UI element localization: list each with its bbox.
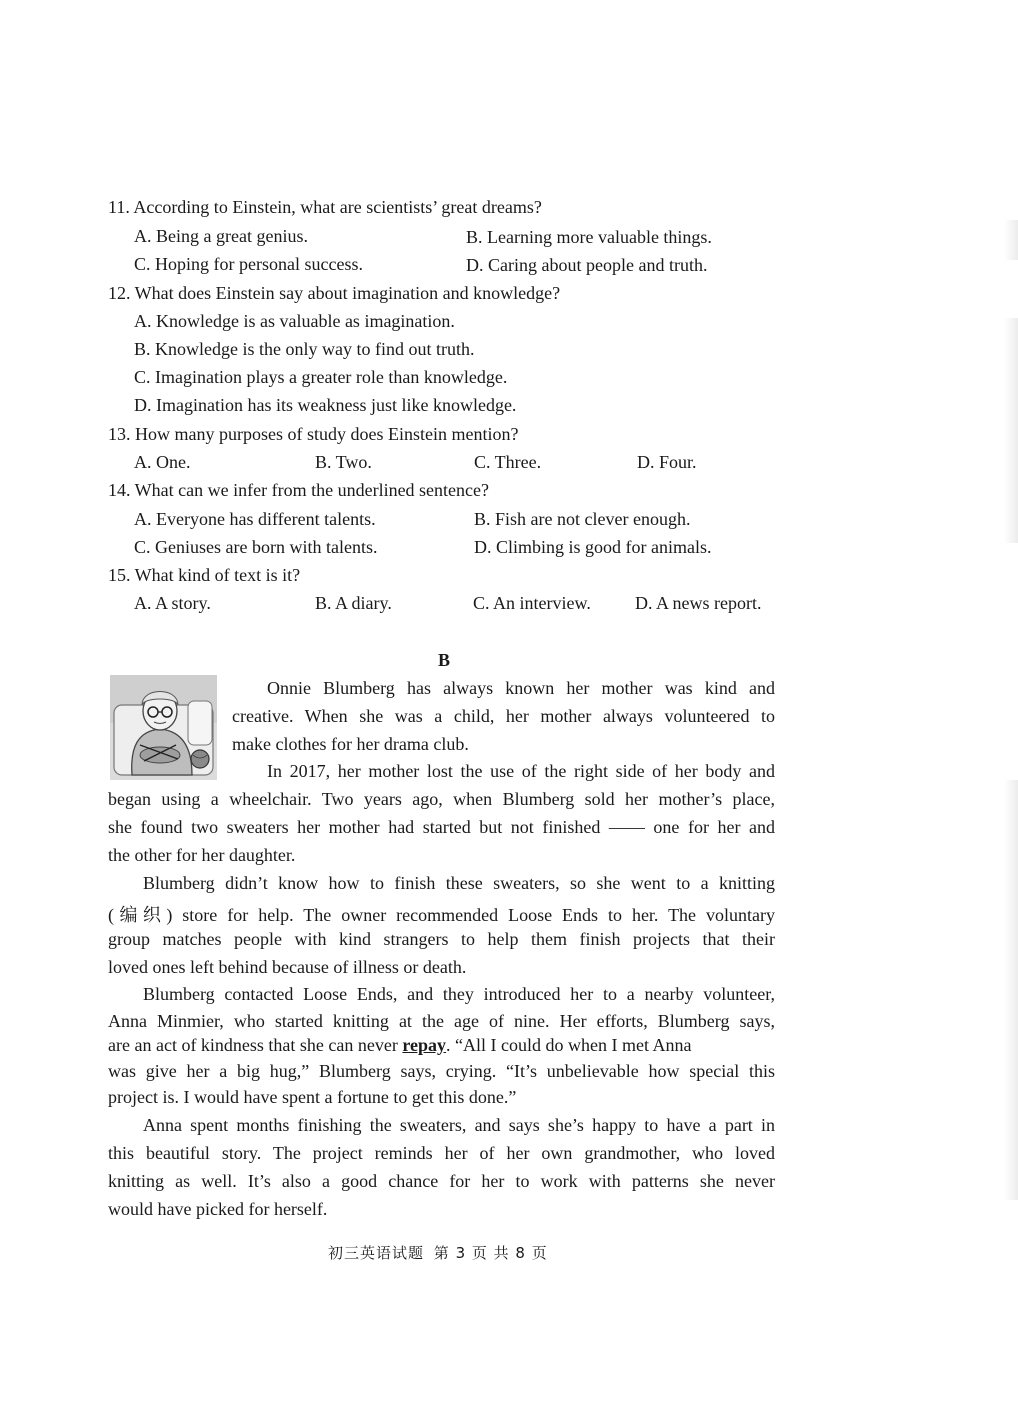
passage-line: In 2017, her mother lost the use of the right side of her body and xyxy=(267,761,775,781)
question-14-option-d: D. Climbing is good for animals. xyxy=(474,537,712,557)
question-13-option-c: C. Three. xyxy=(474,452,542,472)
underlined-word-repay: repay xyxy=(402,1035,447,1055)
passage-line: project is. I would have spent a fortune to get this done.” xyxy=(108,1087,517,1107)
passage-line: the other for her daughter. xyxy=(108,845,296,865)
question-12-option-d: D. Imagination has its weakness just like knowledge. xyxy=(134,395,517,415)
section-b-title: B xyxy=(437,650,450,670)
passage-line-with-keyword xyxy=(108,1035,692,1056)
passage-line: this beautiful story. The project reminds her of her own grandmother, who loved xyxy=(108,1143,775,1163)
question-12-option-c: C. Imagination plays a greater role than knowledge. xyxy=(134,367,508,387)
passage-line: Anna spent months finishing the sweaters, and says she’s happy to have a part in xyxy=(143,1115,775,1135)
question-11-option-c: C. Hoping for personal success. xyxy=(134,254,363,274)
passage-line: group matches people with kind strangers to help them finish projects that their xyxy=(108,929,775,949)
question-14-option-c: C. Geniuses are born with talents. xyxy=(134,537,378,557)
passage-line: she found two sweaters her mother had started but not finished —— one for her and xyxy=(108,817,775,837)
question-11-option-d: D. Caring about people and truth. xyxy=(466,255,708,275)
question-11-option-a: A. Being a great genius. xyxy=(134,226,308,246)
footer-page-number: 第 3 页 共 8 页 xyxy=(433,1244,548,1262)
passage-line: would have picked for herself. xyxy=(108,1199,328,1219)
page-footer xyxy=(328,1242,552,1263)
passage-line: Anna Minmier, who started knitting at the age of nine. Her efforts, Blumberg says, xyxy=(108,1011,775,1031)
question-15-option-d: D. A news report. xyxy=(635,593,762,613)
question-15-stem: 15. What kind of text is it? xyxy=(108,565,301,585)
passage-text: are an act of kindness that she can never xyxy=(108,1035,403,1055)
question-12-stem: 12. What does Einstein say about imagination and knowledge? xyxy=(108,283,561,303)
passage-text: . “All I could do when I met Anna xyxy=(446,1035,692,1055)
question-14-option-b: B. Fish are not clever enough. xyxy=(474,509,691,529)
question-14-stem: 14. What can we infer from the underlined sentence? xyxy=(108,480,490,500)
question-12-option-b: B. Knowledge is the only way to find out truth. xyxy=(134,339,475,359)
passage-line: began using a wheelchair. Two years ago, when Blumberg sold her mother’s place, xyxy=(108,789,775,809)
scan-edge-shadow xyxy=(1004,220,1018,260)
passage-line: loved ones left behind because of illness or death. xyxy=(108,957,467,977)
grandmother-knitting-illustration xyxy=(110,675,217,780)
question-15-option-b: B. A diary. xyxy=(315,593,392,613)
scan-edge-shadow xyxy=(1004,780,1018,1200)
question-15-option-a: A. A story. xyxy=(134,593,211,613)
question-13-stem: 13. How many purposes of study does Einstein mention? xyxy=(108,424,519,444)
question-11-option-b: B. Learning more valuable things. xyxy=(466,227,712,247)
passage-line: make clothes for her drama club. xyxy=(232,734,469,754)
passage-line: creative. When she was a child, her mother always volunteered to xyxy=(232,706,775,726)
question-12-option-a: A. Knowledge is as valuable as imagination. xyxy=(134,311,455,331)
footer-subject: 初三英语试题 xyxy=(328,1244,425,1262)
passage-line: Blumberg contacted Loose Ends, and they introduced her to a nearby volunteer, xyxy=(143,984,775,1004)
question-13-option-d: D. Four. xyxy=(637,452,697,472)
question-15-option-c: C. An interview. xyxy=(473,593,591,613)
passage-line: (编织) store for help. The owner recommended Loose Ends to her. The voluntary xyxy=(108,905,775,925)
passage-line: Blumberg didn’t know how to finish these sweaters, so she went to a knitting xyxy=(143,873,775,893)
passage-line: was give her a big hug,” Blumberg says, crying. “It’s unbelievable how special this xyxy=(108,1061,775,1081)
question-13-option-b: B. Two. xyxy=(315,452,372,472)
question-11-stem: 11. According to Einstein, what are scientists’ great dreams? xyxy=(108,197,542,217)
question-13-option-a: A. One. xyxy=(134,452,191,472)
question-14-option-a: A. Everyone has different talents. xyxy=(134,509,376,529)
passage-line: Onnie Blumberg has always known her mother was kind and xyxy=(267,678,775,698)
scan-edge-shadow xyxy=(1004,318,1018,543)
passage-line: knitting as well. It’s also a good chance for her to work with patterns she never xyxy=(108,1171,775,1191)
